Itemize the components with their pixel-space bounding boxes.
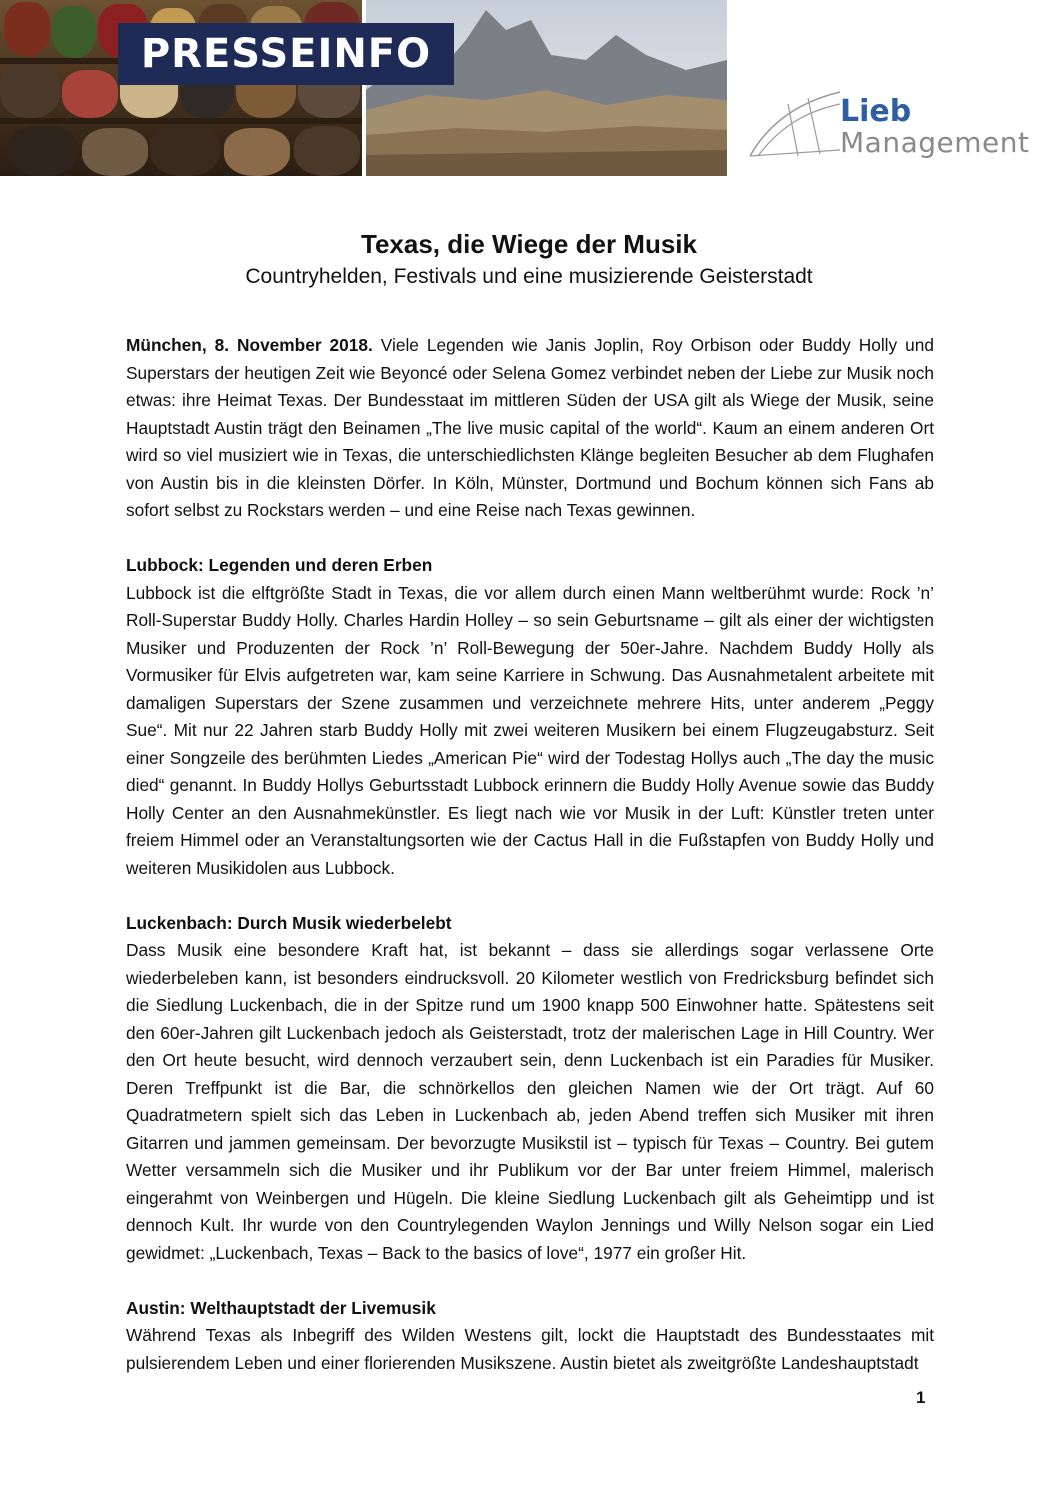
section-heading-austin: Austin: Welthauptstadt der Livemusik bbox=[126, 1297, 436, 1318]
section-text-austin: Während Texas als Inbegriff des Wilden Westens gilt, lockt die Hauptstadt des Bundesstaates mit pulsierendem Leben und einer florierenden Musikszene. Austin bietet als zweitgrößte Landeshauptstadt bbox=[126, 1325, 934, 1373]
article-body bbox=[126, 332, 934, 1377]
section-text-lubbock: Lubbock ist die elftgrößte Stadt in Texas, die vor allem durch einen Mann weltberühmt wurde: Rock ’n’ Roll-Superstar Buddy Holly. Charles Hardin Holley – so sein Geburtsname – gilt als einer der wichtigsten Musiker und Produzenten der Rock ’n’ Roll-Bewegung der 50er-Jahre. Nachdem Buddy Holly als Vormusiker für Elvis aufgetreten war, kam seine Karriere in Schwung. Das Ausnahmetalent arbeitete mit damaligen Superstars der Szene zusammen und verzeichnete mehrere Hits, unter anderem „Peggy Sue“. Mit nur 22 Jahren starb Buddy Holly mit zwei weiteren Musikern bei einem Flugzeugabsturz. Seit einer Songzeile des berühmten Liedes „American Pie“ wird der Todestag Hollys auch „The day the music died“ genannt. In Buddy Hollys Geburtsstadt Lubbock erinnern die Buddy Holly Avenue sowie das Buddy Holly Center an den Ausnahmekünstler. Es liegt nach wie vor Musik in der Luft: Künstler treten unter freiem Himmel oder an Veranstaltungsorten wie der Cactus Hall in die Fußstapfen von Buddy Holly und weiteren Musikidolen aus Lubbock. bbox=[126, 582, 934, 878]
article-subtitle: Countryhelden, Festivals und eine musizierende Geisterstadt bbox=[245, 265, 813, 288]
presseinfo-banner: PRESSEINFO bbox=[118, 23, 454, 85]
logo-subtitle: Management bbox=[840, 126, 1030, 159]
intro-text: Viele Legenden wie Janis Joplin, Roy Orbison oder Buddy Holly und Superstars der heutigen Zeit wie Beyoncé oder Selena Gomez verbindet neben der Liebe zur Musik noch etwas: ihre Heimat Texas. Der Bundesstaat im mittleren Süden der USA gilt als Wiege der Musik, seine Hauptstadt Austin trägt den Beinamen „The live music capital of the world“. Kaum an einem anderen Ort wird so viel musiziert wie in Texas, die unterschiedlichsten Klänge begleiten Besucher ab dem Flughafen von Austin bis in die kleinsten Dörfer. In Köln, Münster, Dortmund und Bochum können sich Fans ab sofort selbst zu Rockstars werden – und eine Reise nach Texas gewinnen. bbox=[126, 335, 934, 520]
logo-swoosh-icon bbox=[748, 84, 848, 164]
section-heading-luckenbach: Luckenbach: Durch Musik wiederbelebt bbox=[126, 912, 452, 933]
lieb-management-logo bbox=[748, 84, 1048, 164]
logo-name: Lieb bbox=[840, 94, 912, 129]
page-number: 1 bbox=[916, 1388, 926, 1407]
dateline: München, 8. November 2018. bbox=[126, 335, 373, 355]
section-heading-lubbock: Lubbock: Legenden und deren Erben bbox=[126, 555, 433, 575]
page-header bbox=[0, 0, 1058, 176]
section-text-luckenbach: Dass Musik eine besondere Kraft hat, ist bekannt – dass sie allerdings sogar verlassene Orte wiederbeleben kann, ist besonders eindrucksvoll. 20 Kilometer westlich von Fredricksburg befindet sich die Siedlung Luckenbach, die in der Spitze rund um 1900 knapp 500 Einwohner hatte. Spätestens seit den 60er-Jahren gilt Luckenbach jedoch als Geisterstadt, trotz der malerischen Lage in Hill Country. Wer den Ort heute besucht, wird dennoch verzaubert sein, denn Luckenbach ist ein Paradies für Musiker. Deren Treffpunkt ist die Bar, die schnörkellos den gleichen Namen wie der Ort trägt. Auf 60 Quadratmetern spielt sich das Leben in Luckenbach ab, jeden Abend treffen sich Musiker mit ihren Gitarren und jammen gemeinsam. Der bevorzugte Musikstil ist – typisch für Texas – Country. Bei gutem Wetter versammeln sich die Musiker und ihr Publikum vor der Bar unter freiem Himmel, malerisch eingerahmt von Weinbergen und Hügeln. Die kleine Siedlung Luckenbach gilt als Geheimtipp und ist dennoch Kult. Ihr wurde von den Countrylegenden Waylon Jennings und Willy Nelson sogar ein Lied gewidmet: „Luckenbach, Texas – Back to the basics of love“, 1977 ein großer Hit. bbox=[126, 940, 934, 1263]
article-title: Texas, die Wiege der Musik bbox=[361, 229, 697, 259]
intro-paragraph bbox=[126, 332, 934, 525]
